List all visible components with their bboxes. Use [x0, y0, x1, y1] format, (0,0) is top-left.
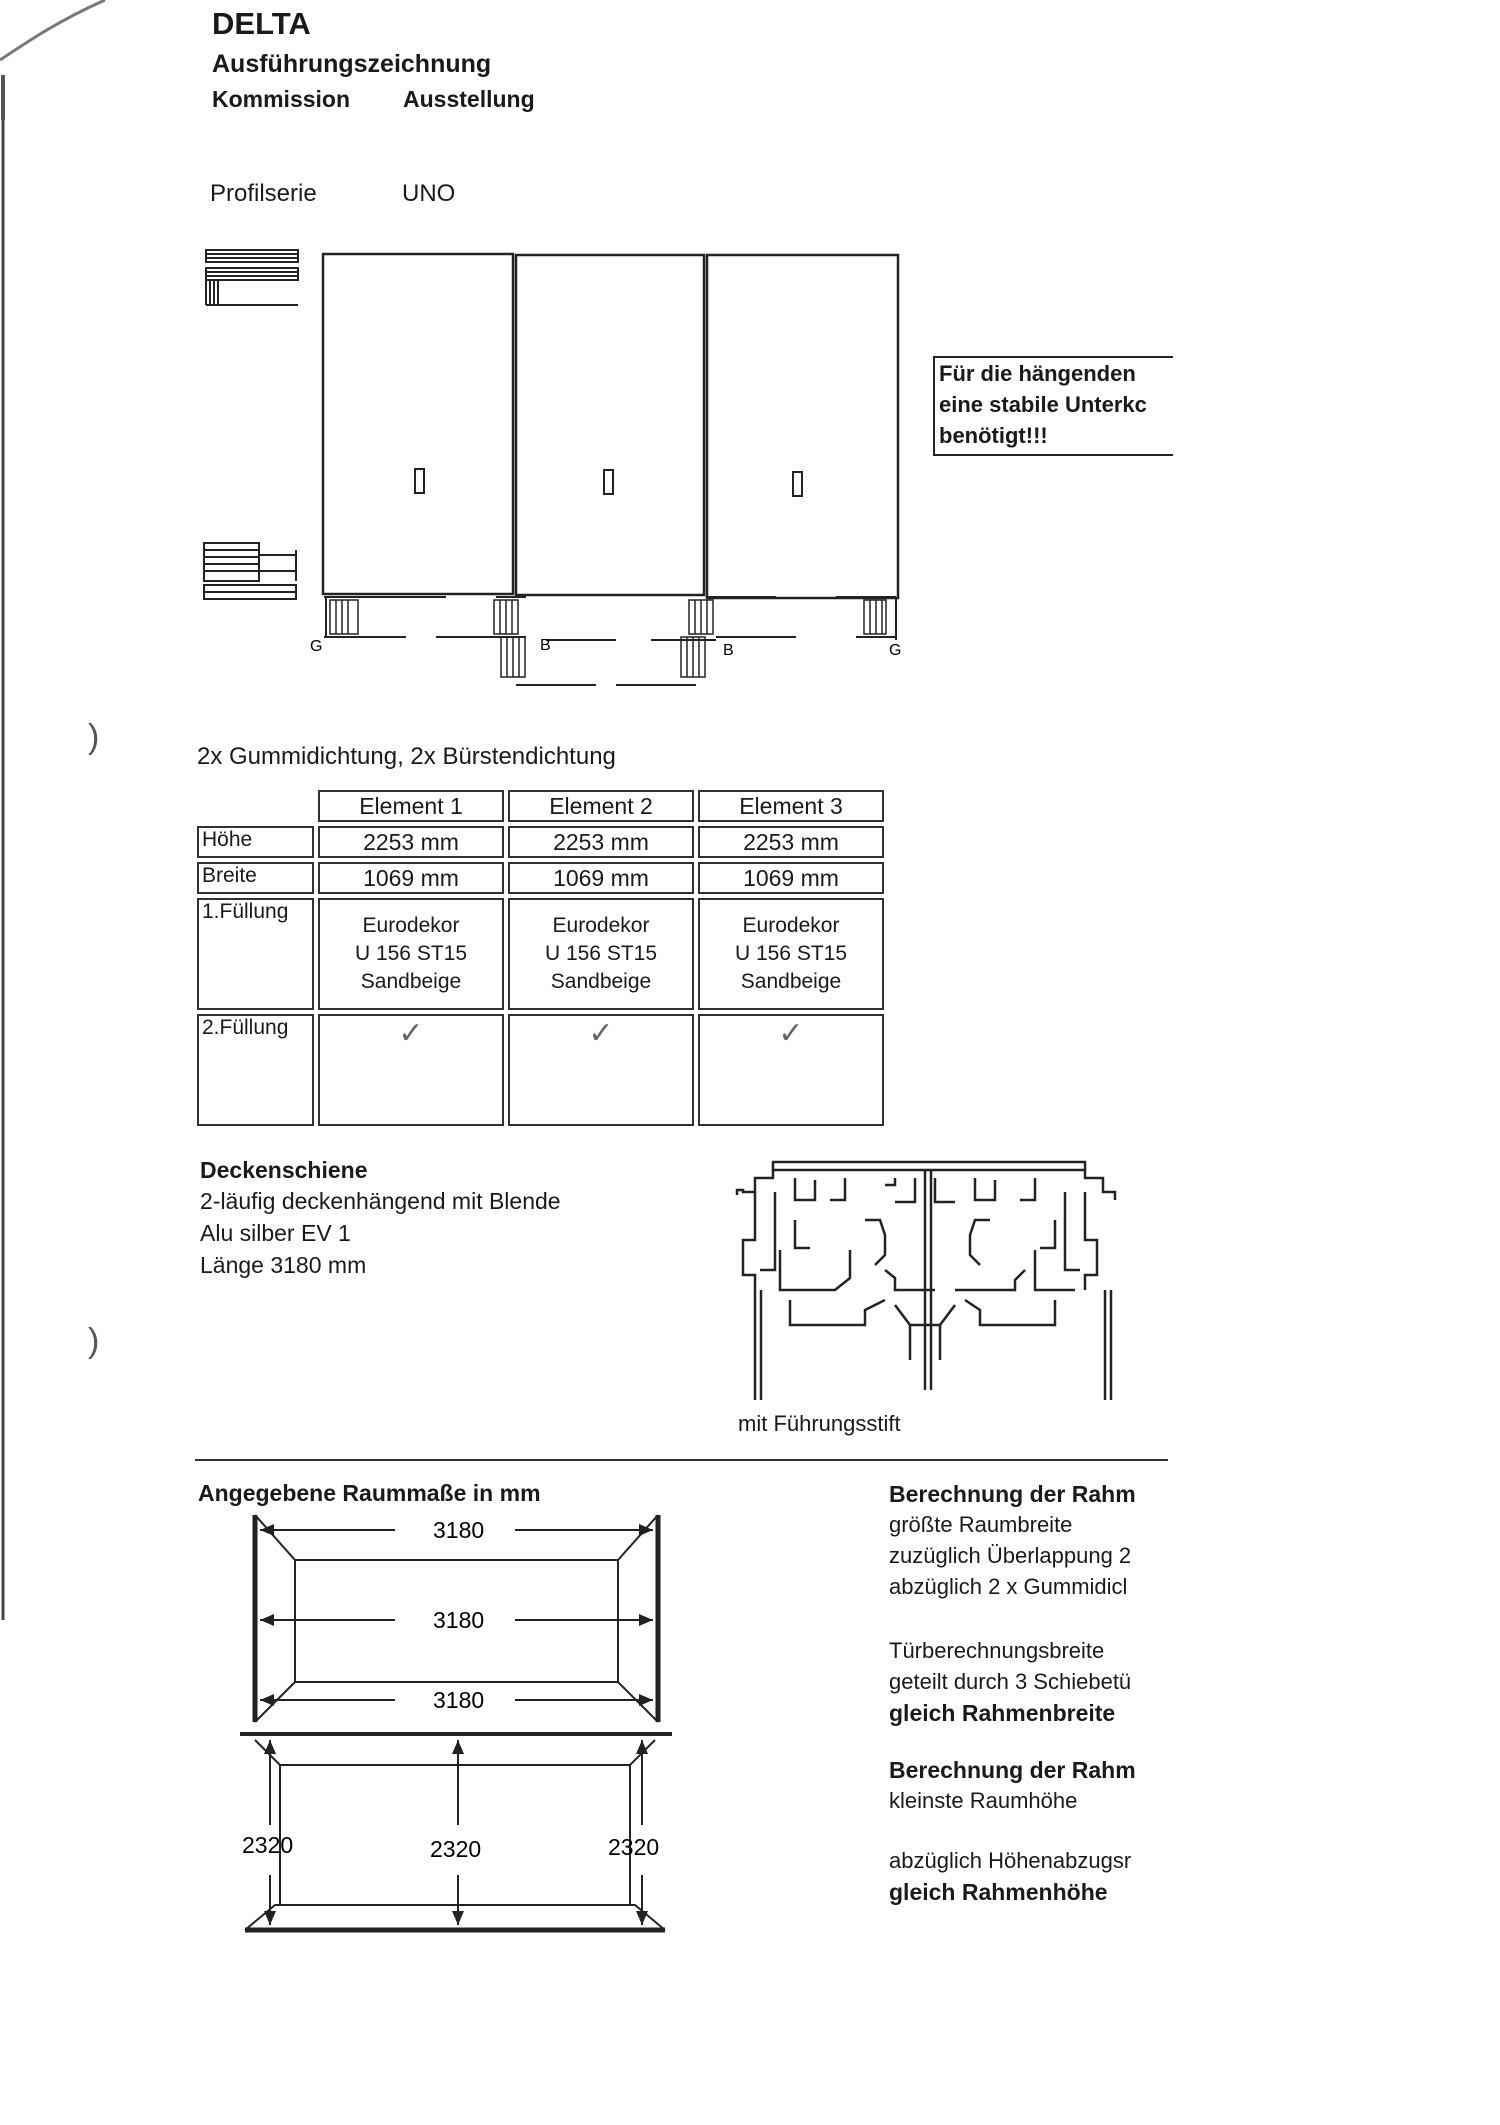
- note-line: Für die hängenden: [939, 361, 1136, 386]
- rail-line: 2-läufig deckenhängend mit Blende: [200, 1188, 561, 1214]
- dim-width-bottom: 3180: [433, 1687, 485, 1713]
- calc-line: geteilt durch 3 Schiebetü: [889, 1669, 1132, 1694]
- table-row: [197, 826, 884, 858]
- column-header-element-2: Element 2: [508, 790, 694, 822]
- note-line: benötigt!!!: [939, 423, 1048, 448]
- calc-width-heading: Berechnung der Rahm: [889, 1481, 1136, 1507]
- element-spec-table: [193, 786, 888, 1130]
- calc-result-width: gleich Rahmenbreite: [889, 1700, 1116, 1726]
- rail-line: Alu silber EV 1: [200, 1220, 351, 1246]
- cell-fuellung-2: [698, 1014, 884, 1126]
- door-panel-2: [516, 255, 704, 595]
- scan-edge-mark: [0, 0, 120, 120]
- check-mark-icon: ✓: [398, 1017, 424, 1050]
- punch-hole-mark: ): [88, 1322, 100, 1360]
- calc-line: kleinste Raumhöhe: [889, 1788, 1078, 1813]
- door-handle: [415, 469, 424, 493]
- kommission-label: Kommission: [212, 86, 351, 112]
- cell-fuellung-2: [508, 1014, 694, 1126]
- marker-g-right: G: [889, 642, 902, 659]
- door-elevation-drawing: [196, 245, 916, 695]
- profile-value: UNO: [402, 180, 456, 207]
- dim-width-top: 3180: [433, 1517, 485, 1543]
- calc-height-heading: Berechnung der Rahm: [889, 1757, 1136, 1783]
- marker-b: B: [540, 637, 551, 654]
- row-label-fuellung-2: 2.Füllung: [197, 1014, 314, 1126]
- rail-profile-section: [735, 1160, 1125, 1400]
- dim-height-right: 2320: [608, 1834, 660, 1860]
- cell-fuellung-1: Eurodekor U 156 ST15 Sandbeige: [508, 898, 694, 1010]
- marker-b: B: [723, 642, 734, 659]
- seals-info: 2x Gummidichtung, 2x Bürstendichtung: [197, 743, 616, 770]
- note-line: eine stabile Unterkc: [939, 392, 1147, 417]
- dim-height-mid: 2320: [430, 1836, 482, 1862]
- profile-label: Profilserie: [210, 180, 317, 207]
- room-heading: Angegebene Raummaße in mm: [198, 1480, 541, 1506]
- room-dimensions-drawing: [240, 1500, 680, 1940]
- cell-hoehe: 2253 mm: [318, 826, 504, 858]
- marker-g-left: G: [310, 638, 323, 655]
- door-panel-3: [707, 255, 898, 598]
- hanging-note-box: [933, 356, 1173, 456]
- punch-hole-mark: ): [88, 718, 100, 756]
- check-mark-icon: ✓: [588, 1017, 614, 1050]
- door-panel-1: [323, 254, 513, 594]
- door-handle: [604, 470, 613, 494]
- cell-fuellung-1: Eurodekor U 156 ST15 Sandbeige: [318, 898, 504, 1010]
- kommission-value: Ausstellung: [403, 86, 535, 112]
- calc-result-height: gleich Rahmenhöhe: [889, 1879, 1108, 1905]
- table-row: [197, 1014, 884, 1126]
- rail-line: Länge 3180 mm: [200, 1252, 367, 1278]
- scan-left-edge: [0, 120, 8, 1620]
- calc-line: Türberechnungsbreite: [889, 1638, 1105, 1663]
- column-header-element-1: Element 1: [318, 790, 504, 822]
- profile-symbol-bottom: [204, 543, 296, 599]
- doc-title: DELTA: [212, 6, 311, 41]
- rail-heading: Deckenschiene: [200, 1157, 368, 1183]
- doc-subtitle: Ausführungszeichnung: [212, 50, 492, 78]
- cell-hoehe: 2253 mm: [698, 826, 884, 858]
- check-mark-icon: ✓: [778, 1017, 804, 1050]
- door-handle: [793, 472, 802, 496]
- cell-fuellung-1: Eurodekor U 156 ST15 Sandbeige: [698, 898, 884, 1010]
- cell-fuellung-2: [318, 1014, 504, 1126]
- profile-symbol-top: [206, 250, 298, 305]
- dim-height-left: 2320: [242, 1832, 294, 1858]
- calc-line: zuzüglich Überlappung 2: [889, 1543, 1132, 1568]
- row-label-fuellung-1: 1.Füllung: [197, 898, 314, 1010]
- table-row: [197, 898, 884, 1010]
- table-row: [197, 862, 884, 894]
- cell-breite: 1069 mm: [318, 862, 504, 894]
- row-label-breite: Breite: [197, 862, 314, 894]
- cell-breite: 1069 mm: [698, 862, 884, 894]
- rail-caption: mit Führungsstift: [738, 1411, 901, 1436]
- dim-width-mid: 3180: [433, 1607, 485, 1633]
- calc-line: abzüglich Höhenabzugsr: [889, 1848, 1132, 1873]
- cell-hoehe: 2253 mm: [508, 826, 694, 858]
- calculation-panel: [889, 1481, 1167, 1921]
- column-header-element-3: Element 3: [698, 790, 884, 822]
- cell-breite: 1069 mm: [508, 862, 694, 894]
- calc-line: größte Raumbreite: [889, 1512, 1073, 1537]
- calc-line: abzüglich 2 x Gummidicl: [889, 1574, 1128, 1599]
- section-divider: [195, 1459, 1168, 1461]
- row-label-hoehe: Höhe: [197, 826, 314, 858]
